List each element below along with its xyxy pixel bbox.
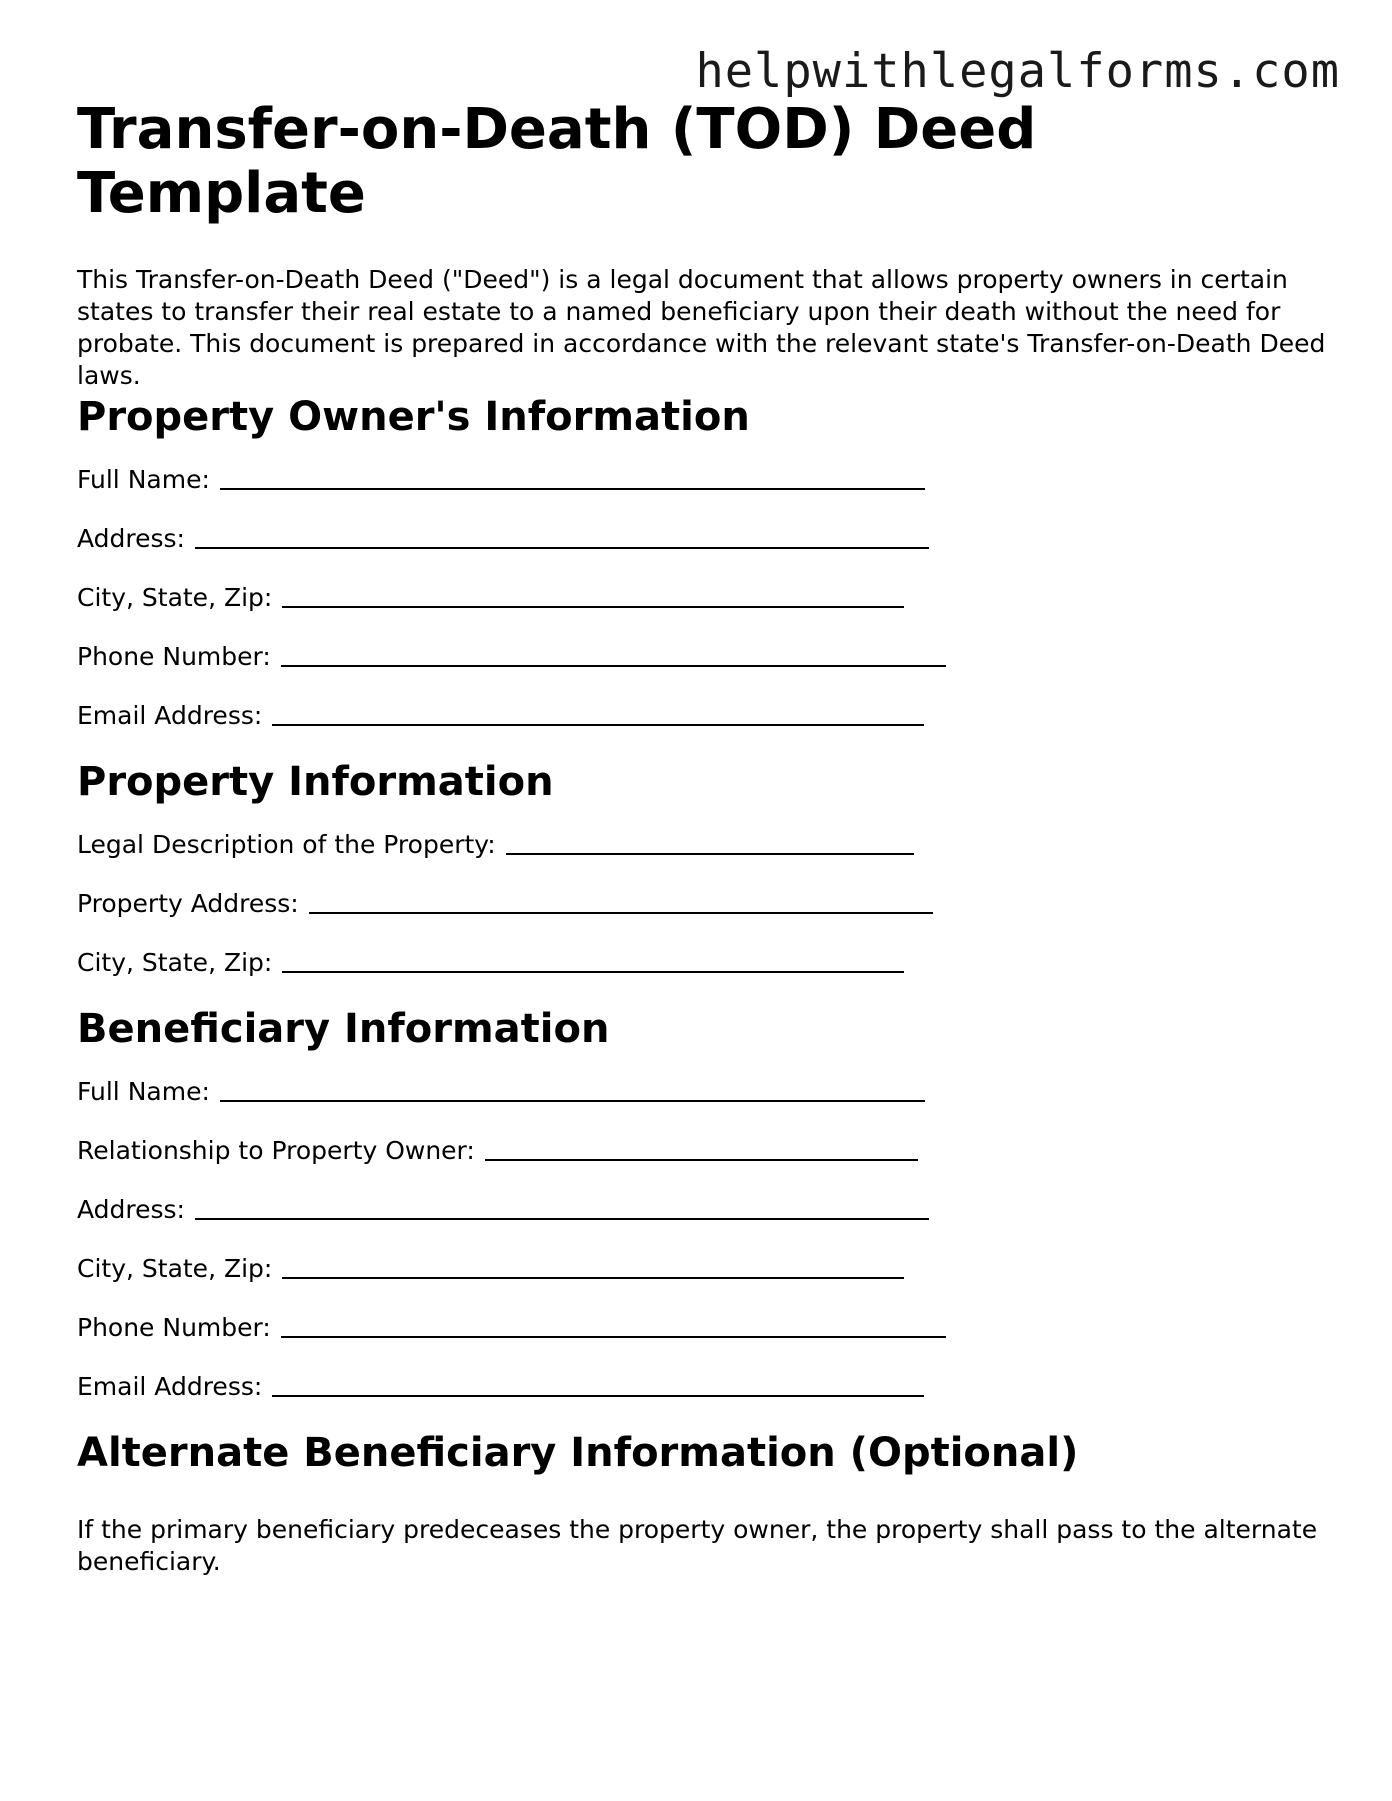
intro-paragraph: This Transfer-on-Death Deed ("Deed") is a legal document that allows property owners in certain states to transfer their real estate to a named beneficiary upon their death without the need for probate. This document is prepared in accordance with the relevant state's Transfer-on-Death Deed laws. <box>77 265 1326 390</box>
field-label: Phone Number: <box>77 642 271 671</box>
blank-line[interactable] <box>195 1194 929 1220</box>
beneficiary-address-field[interactable] <box>77 1192 1337 1251</box>
beneficiary-full-name-field[interactable] <box>77 1074 1337 1133</box>
field-label: Address: <box>77 524 185 553</box>
field-label: City, State, Zip: <box>77 583 273 612</box>
blank-line[interactable] <box>220 464 925 490</box>
property-address-field[interactable] <box>77 886 1337 945</box>
owner-phone-field[interactable] <box>77 639 1337 698</box>
document-page <box>77 98 1337 1603</box>
blank-line[interactable] <box>272 1371 924 1397</box>
field-label: City, State, Zip: <box>77 948 273 977</box>
blank-line[interactable] <box>506 829 914 855</box>
blank-line[interactable] <box>282 947 904 973</box>
owner-section-heading: Property Owner's Information <box>77 394 750 440</box>
blank-line[interactable] <box>282 1253 904 1279</box>
beneficiary-phone-field[interactable] <box>77 1310 1337 1369</box>
owner-city-state-zip-field[interactable] <box>77 580 1337 639</box>
beneficiary-relationship-field[interactable] <box>77 1133 1337 1192</box>
page-title: Transfer-on-Death (TOD) Deed Template <box>77 97 1037 226</box>
owner-fields <box>77 462 1337 757</box>
site-watermark: helpwithlegalforms.com <box>695 44 1340 99</box>
blank-line[interactable] <box>485 1135 918 1161</box>
property-city-state-zip-field[interactable] <box>77 945 1337 1004</box>
owner-address-field[interactable] <box>77 521 1337 580</box>
blank-line[interactable] <box>282 582 904 608</box>
property-fields <box>77 827 1337 1004</box>
alternate-section-heading: Alternate Beneficiary Information (Optional) <box>77 1430 1079 1476</box>
field-label: Full Name: <box>77 1077 210 1106</box>
beneficiary-email-field[interactable] <box>77 1369 1337 1428</box>
blank-line[interactable] <box>195 523 929 549</box>
field-label: Relationship to Property Owner: <box>77 1136 475 1165</box>
beneficiary-section-heading: Beneficiary Information <box>77 1006 610 1052</box>
field-label: Email Address: <box>77 701 263 730</box>
field-label: City, State, Zip: <box>77 1254 273 1283</box>
field-label: Address: <box>77 1195 185 1224</box>
field-label: Legal Description of the Property: <box>77 830 496 859</box>
property-section-heading: Property Information <box>77 759 554 805</box>
beneficiary-fields <box>77 1074 1337 1428</box>
field-label: Phone Number: <box>77 1313 271 1342</box>
field-label: Full Name: <box>77 465 210 494</box>
beneficiary-city-state-zip-field[interactable] <box>77 1251 1337 1310</box>
field-label: Email Address: <box>77 1372 263 1401</box>
blank-line[interactable] <box>281 641 946 667</box>
blank-line[interactable] <box>272 700 924 726</box>
blank-line[interactable] <box>281 1312 946 1338</box>
property-legal-description-field[interactable] <box>77 827 1337 886</box>
alternate-note: If the primary beneficiary predeceases the property owner, the property shall pass to the alternate beneficiary. <box>77 1515 1318 1576</box>
owner-email-field[interactable] <box>77 698 1337 757</box>
owner-full-name-field[interactable] <box>77 462 1337 521</box>
field-label: Property Address: <box>77 889 299 918</box>
blank-line[interactable] <box>220 1076 925 1102</box>
blank-line[interactable] <box>309 888 933 914</box>
